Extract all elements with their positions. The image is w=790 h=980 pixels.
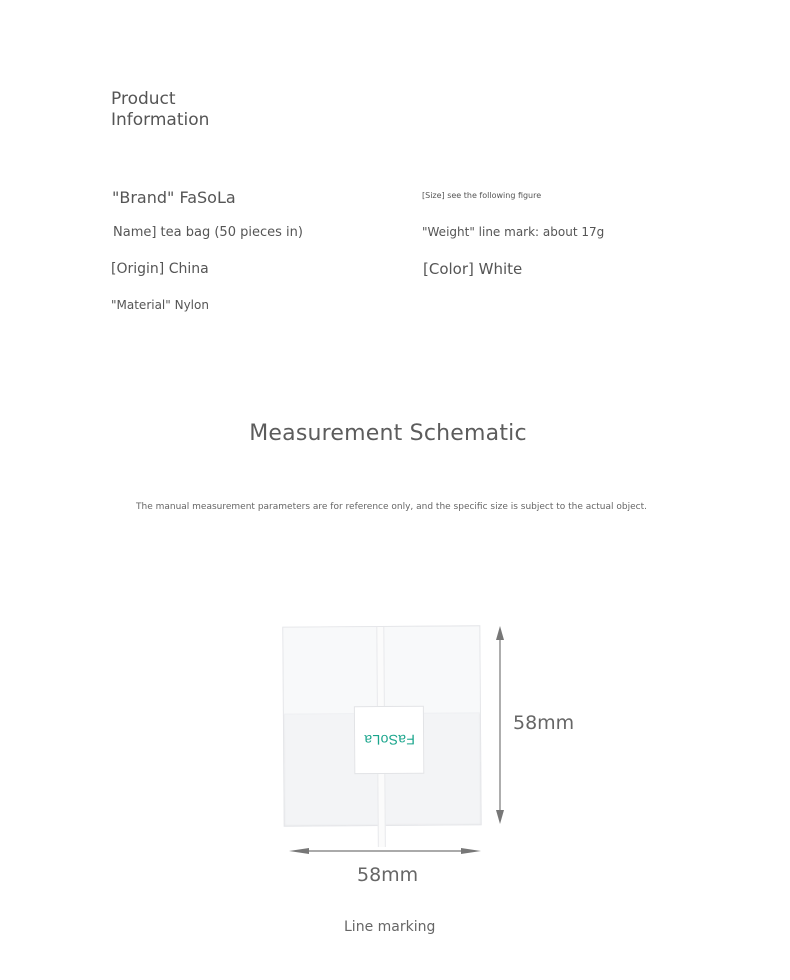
spec-size: [Size] see the following figure: [422, 191, 542, 200]
spec-weight: "Weight" line mark: about 17g: [422, 225, 605, 239]
height-arrow: [496, 626, 504, 824]
measurement-heading: Measurement Schematic: [249, 421, 527, 446]
section-title-line-2: Information: [111, 110, 210, 130]
tag-logo-text: FaSoLa: [363, 731, 415, 749]
spec-name: Name] tea bag (50 pieces in): [113, 225, 303, 240]
spec-brand: "Brand" FaSoLa: [112, 188, 236, 207]
figure-caption: Line marking: [344, 919, 436, 935]
height-label: 58mm: [513, 712, 575, 734]
width-arrow: [289, 848, 481, 854]
measurement-note: The manual measurement parameters are for reference only, and the specific size is subject to the actual object.: [136, 502, 647, 512]
section-title-line-1: Product: [111, 89, 176, 109]
spec-color: [Color] White: [423, 260, 523, 278]
spec-origin: [Origin] China: [111, 261, 209, 277]
width-label: 58mm: [357, 864, 419, 886]
spec-material: "Material" Nylon: [111, 298, 209, 312]
